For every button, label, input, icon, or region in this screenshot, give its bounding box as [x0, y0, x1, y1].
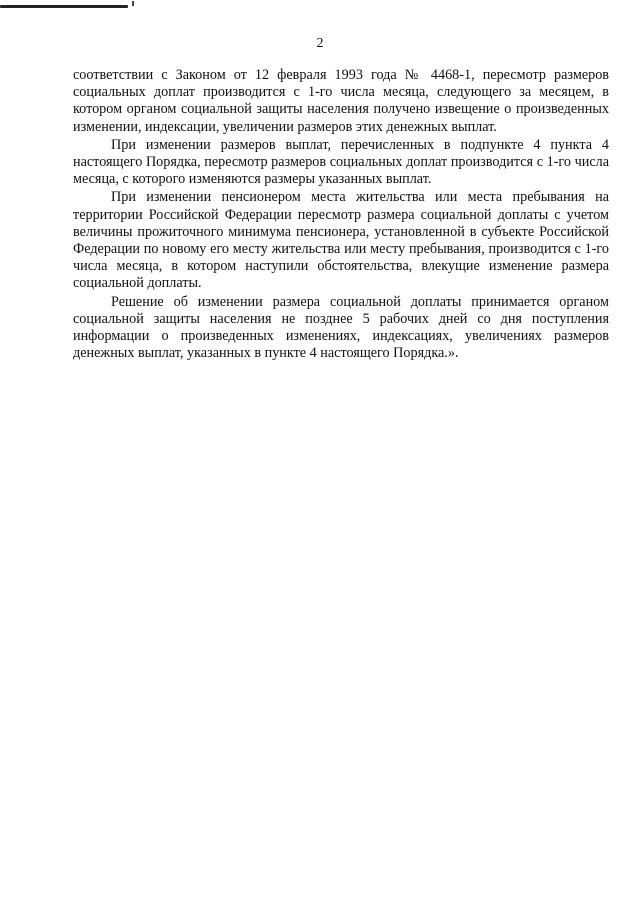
- page-number: 2: [316, 36, 324, 51]
- top-left-scan-mark: [0, 5, 128, 8]
- top-left-scan-tick: [132, 1, 134, 6]
- paragraph-payment-change: При изменении размеров выплат, перечисленных в подпункте 4 пункта 4 настоящего Порядка, пересмотр размеров социальных доплат производится с 1-го числа месяца, с которого изменяются размеры указанных выплат.: [73, 136, 609, 188]
- paragraph-residence-change: При изменении пенсионером места жительства или места пребывания на территории Российской Федерации пересмотр размера социальной доплаты с учетом величины прожиточного минимума пенсионера, установленной в субъекте Российской Федерации по новому его месту жительства или месту пребывания, производится с 1-го числа месяца, в котором наступили обстоятельства, влекущие изменение размера социальной доплаты.: [73, 189, 609, 292]
- paragraph-continuation: соответствии с Законом от 12 февраля 1993 года № 4468-1, пересмотр размеров социальных доплат производится с 1-го числа месяца, следующего за месяцем, в котором органом социальной защиты населения получено извещение о произведенных изменении, индексации, увеличении размеров этих денежных выплат.: [73, 67, 609, 135]
- paragraph-decision: Решение об изменении размера социальной доплаты принимается органом социальной защиты населения не позднее 5 рабочих дней со дня поступления информации о произведенных изменениях, индексациях, увеличениях размеров денежных выплат, указанных в пункте 4 настоящего Порядка.».: [73, 293, 609, 362]
- document-body: [73, 67, 609, 363]
